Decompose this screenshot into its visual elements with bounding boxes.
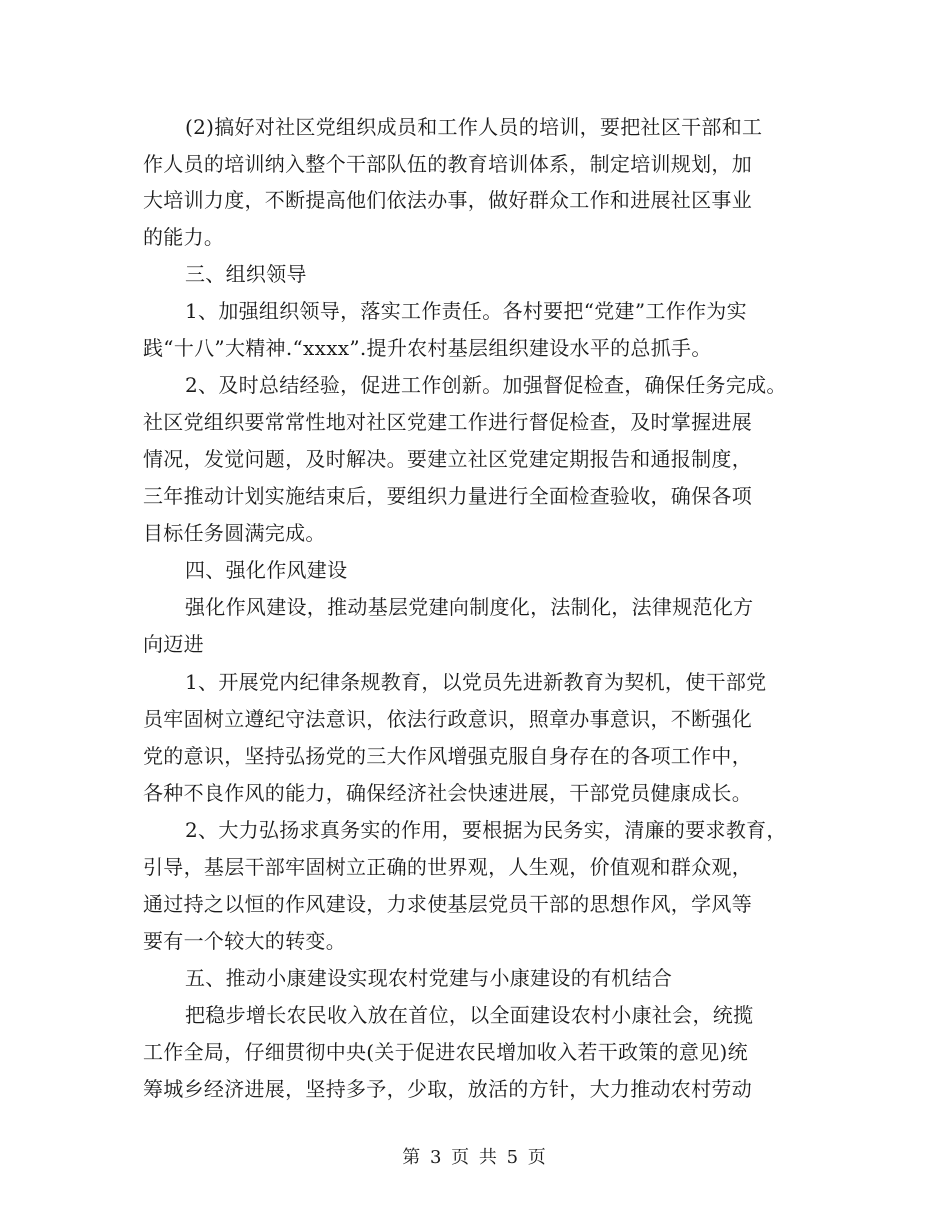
paragraph-line: 1、开展党内纪律条规教育，以党员先进新教育为契机，使干部党	[185, 670, 767, 694]
paragraph-line: 践“十八”大精神.“xxxx”.提升农村基层组织建设水平的总抓手。	[143, 336, 712, 360]
paragraph-line: 筹城乡经济进展，坚持多予，少取，放活的方针，大力推动农村劳动	[143, 1077, 752, 1101]
section-heading: 四、强化作风建设	[185, 558, 348, 582]
paragraph-line: 2、及时总结经验，促进工作创新。加强督促检查，确保任务完成。	[185, 373, 787, 397]
paragraph-line: 强化作风建设，推动基层党建向制度化，法制化，法律规范化方	[185, 595, 754, 619]
paragraph-line: 1、加强组织领导，落实工作责任。各村要把“党建”工作作为实	[185, 299, 747, 323]
paragraph-line: 2、大力弘扬求真务实的作用，要根据为民务实，清廉的要求教育，	[185, 818, 787, 842]
paragraph-line: 把稳步增长农民收入放在首位，以全面建设农村小康社会，统揽	[185, 1003, 754, 1027]
paragraph-line: 党的意识，坚持弘扬党的三大作风增强克服自身存在的各项工作中，	[143, 744, 752, 768]
paragraph-line: 三年推动计划实施结束后，要组织力量进行全面检查验收，确保各项	[143, 484, 752, 508]
paragraph-line: 情况，发觉问题，及时解决。要建立社区党建定期报告和通报制度，	[143, 447, 752, 471]
paragraph-line: 社区党组织要常常性地对社区党建工作进行督促检查，及时掌握进展	[143, 410, 752, 434]
paragraph-line: 员牢固树立遵纪守法意识，依法行政意识，照章办事意识，不断强化	[143, 707, 752, 731]
paragraph-line: 大培训力度，不断提高他们依法办事，做好群众工作和进展社区事业	[143, 188, 752, 212]
paragraph-line: 向迈进	[143, 632, 204, 656]
section-heading: 五、推动小康建设实现农村党建与小康建设的有机结合	[185, 966, 673, 990]
paragraph-line: 引导，基层干部牢固树立正确的世界观，人生观，价值观和群众观，	[143, 855, 752, 879]
paragraph-line: 目标任务圆满完成。	[143, 521, 326, 545]
paragraph-line: 通过持之以恒的作风建设，力求使基层党员干部的思想作风，学风等	[143, 892, 752, 916]
page-number-footer: 第 3 页 共 5 页	[402, 1147, 548, 1168]
paragraph-line: (2)搞好对社区党组织成员和工作人员的培训，要把社区干部和工	[185, 115, 763, 139]
paragraph-line: 工作全局，仔细贯彻中央(关于促进农民增加收入若干政策的意见)统	[143, 1040, 748, 1064]
paragraph-line: 各种不良作风的能力，确保经济社会快速进展，干部党员健康成长。	[143, 781, 752, 805]
section-heading: 三、组织领导	[185, 262, 307, 286]
paragraph-line: 作人员的培训纳入整个干部队伍的教育培训体系，制定培训规划，加	[143, 152, 752, 176]
paragraph-line: 的能力。	[143, 225, 225, 249]
paragraph-line: 要有一个较大的转变。	[143, 929, 346, 953]
